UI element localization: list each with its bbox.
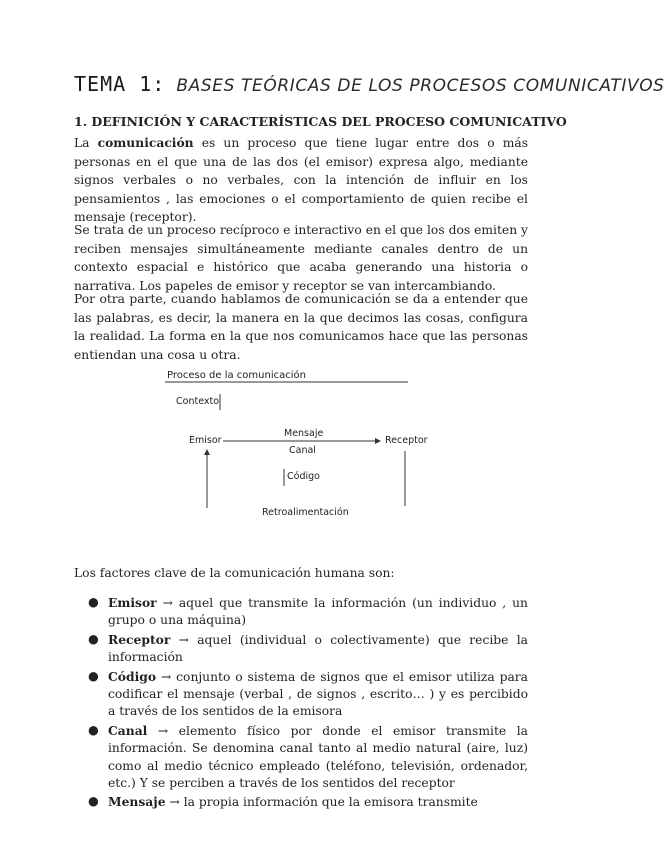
paragraph-text: es un proceso que tiene lugar entre dos o más personas en el que una de las dos (el emisor) expresa algo, mediante signos verbales o no verbales, con la intención de influir en los pensamientos , las emociones o el comportamiento de quien recibe el mensaje (receptor).: [74, 136, 529, 225]
section-heading: 1. DEFINICIÓN Y CARACTERÍSTICAS DEL PROCESO COMUNICATIVO: [74, 114, 567, 129]
item-text: aquel que transmite la información (un individuo , un grupo o una máquina): [108, 596, 528, 628]
label-retroalimentacion: Retroalimentación: [262, 507, 349, 518]
term-codigo: Código: [108, 668, 157, 684]
bullet-icon: ●: [88, 631, 99, 646]
keyword-comunicacion: comunicación: [97, 135, 194, 150]
paragraph-reality: Por otra parte, cuando hablamos de comunicación se da a entender que las palabras, es decir, la manera en la que decimos las cosas, configura la realidad. La forma en la que nos comunicamos hace que las personas entiendan una cosa u otra.: [74, 292, 528, 362]
label-receptor: Receptor: [385, 435, 428, 446]
item-text: conjunto o sistema de signos que el emisor utiliza para codificar el mensaje (verbal , de signos , escrito… ) y es percibido a través de los sentidos de la emisora: [108, 669, 528, 719]
arrow-icon: →: [169, 795, 180, 810]
factors-list: [74, 594, 528, 813]
arrow-icon: →: [157, 723, 169, 738]
term-receptor: Receptor: [108, 631, 171, 647]
list-item: [74, 668, 528, 721]
term-emisor: Emisor: [108, 595, 157, 610]
label-codigo: Código: [287, 471, 320, 482]
item-text: aquel (individual o colectivamente) que recibe la información: [108, 632, 528, 665]
bullet-icon: ●: [88, 794, 99, 809]
list-item: [74, 793, 528, 811]
list-item: [74, 631, 528, 667]
term-canal: Canal: [108, 722, 148, 738]
paragraph-reciprocal: Se trata de un proceso recíproco e interactivo en el que los dos emiten y reciben mensajes simultáneamente mediante canales dentro de un contexto espacial e histórico que acaba generando una historia o narrativa. Los papeles de emisor y receptor se van intercambiando.: [74, 223, 528, 293]
communication-process-diagram: [163, 368, 428, 539]
arrow-icon: →: [178, 632, 189, 647]
arrow-icon: →: [160, 669, 172, 684]
list-item: [74, 594, 528, 630]
item-text: elemento físico por donde el emisor transmite la información. Se denomina canal tanto al medio natural (aire, luz) como al medio técnico empleado (teléfono, televisión, ordenador, etc.) Y se perciben a través de los sentidos del receptor: [108, 723, 528, 791]
term-mensaje: Mensaje: [108, 794, 166, 810]
paragraph-text: La: [74, 136, 98, 150]
chapter-subtitle: BASES TEÓRICAS DE LOS PROCESOS COMUNICATIVOS: [176, 76, 665, 96]
diagram-title: Proceso de la comunicación: [167, 370, 306, 381]
paragraph-definition: [74, 134, 528, 227]
bullet-icon: ●: [88, 668, 99, 683]
chapter-title: [74, 72, 665, 96]
label-contexto: Contexto: [176, 396, 220, 407]
arrow-icon: →: [162, 596, 173, 610]
bullet-icon: ●: [88, 595, 99, 609]
item-text: la propia información que la emisora transmite: [179, 795, 478, 810]
label-mensaje: Mensaje: [284, 428, 324, 439]
bullet-icon: ●: [88, 722, 99, 737]
label-emisor: Emisor: [189, 435, 222, 446]
factors-intro: Los factores clave de la comunicación humana son:: [74, 566, 395, 580]
chapter-number: TEMA 1:: [74, 72, 166, 96]
list-item: [74, 722, 528, 793]
label-canal: Canal: [289, 445, 316, 456]
